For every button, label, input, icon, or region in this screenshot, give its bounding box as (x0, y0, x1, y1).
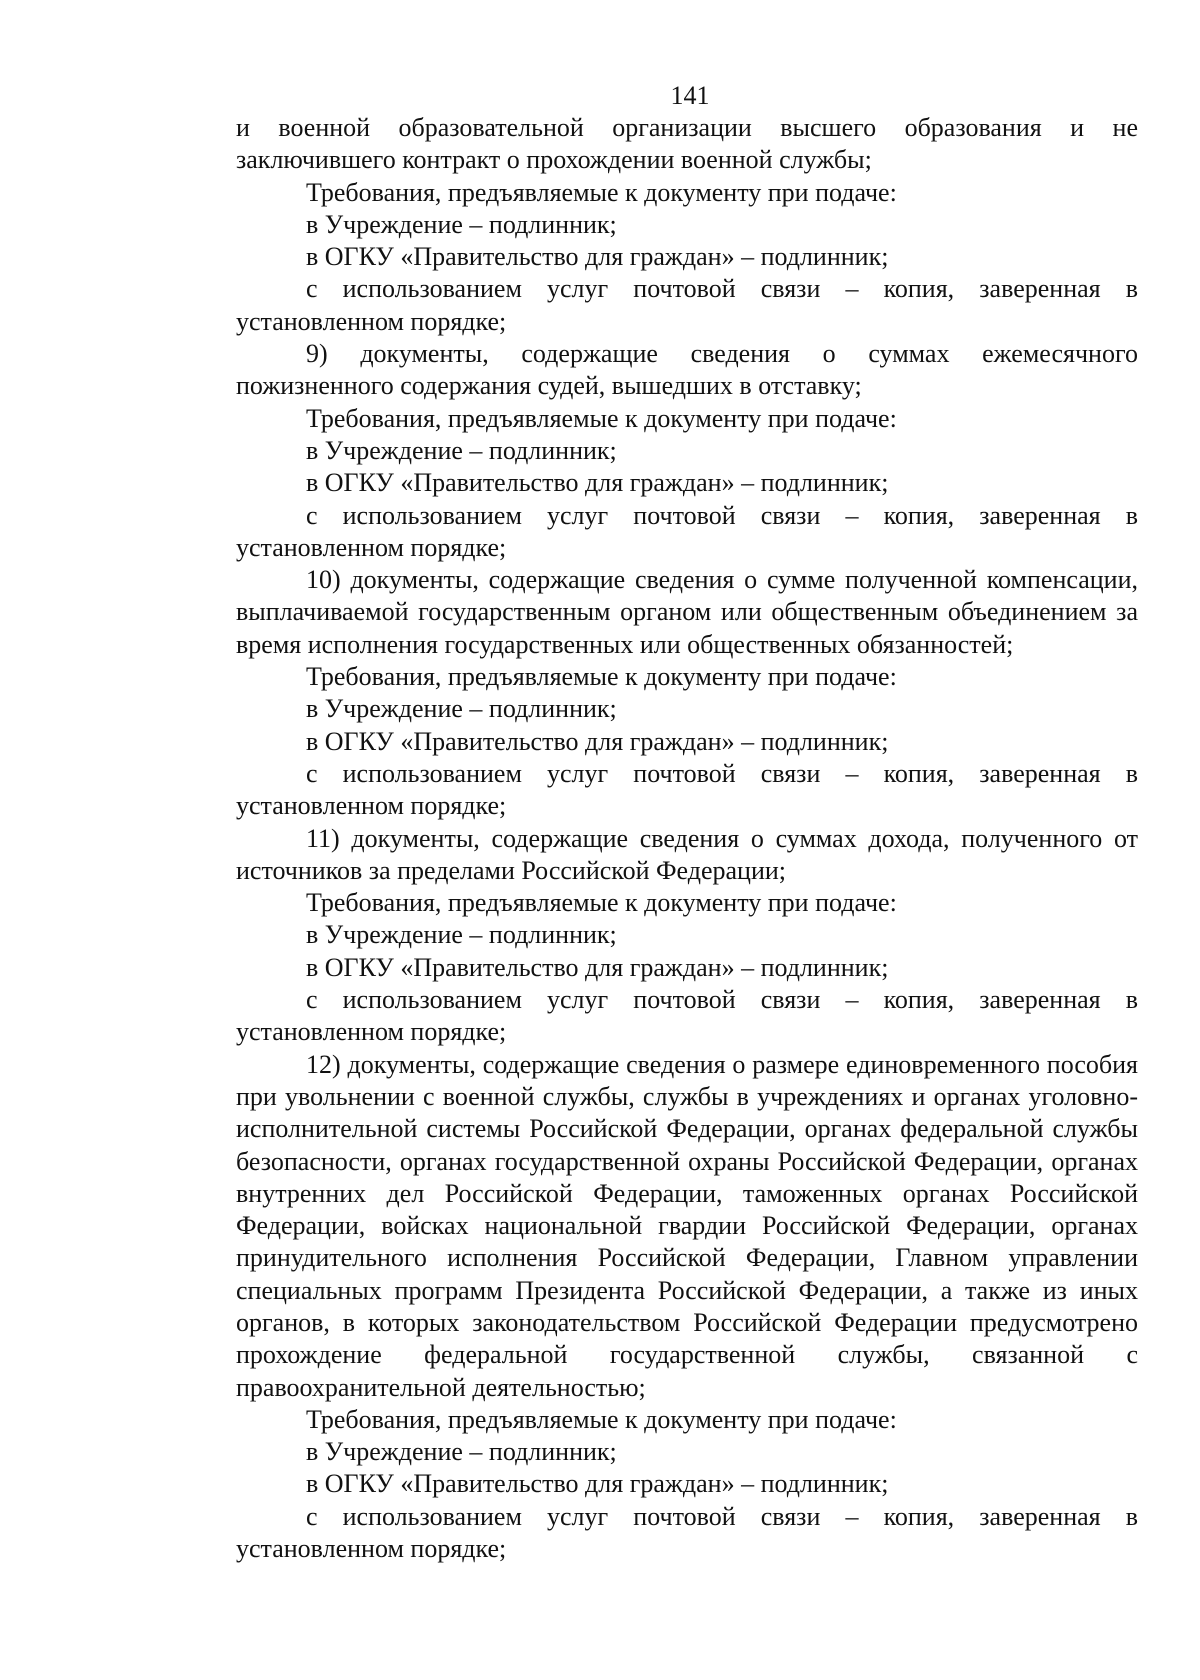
requirement-line: в ОГКУ «Правительство для граждан» – подлинник; (306, 242, 889, 272)
requirement-line: в ОГКУ «Правительство для граждан» – подлинник; (306, 1469, 889, 1499)
requirement-line: в ОГКУ «Правительство для граждан» – подлинник; (306, 468, 889, 498)
requirement-line: в ОГКУ «Правительство для граждан» – подлинник; (306, 726, 889, 756)
body-paragraph: 11) документы, содержащие сведения о суммах дохода, полученного от источников за пределами Российской Федерации; (236, 823, 1138, 885)
requirement-line: в ОГКУ «Правительство для граждан» – подлинник; (306, 952, 889, 982)
requirement-line: Требования, предъявляемые к документу при подаче: (306, 662, 897, 692)
requirement-line: в Учреждение – подлинник; (306, 920, 617, 950)
body-paragraph: и военной образовательной организации высшего образования и не заключившего контракт о прохождении военной службы; (236, 113, 1138, 175)
body-paragraph: с использованием услуг почтовой связи – копия, заверенная в установленном порядке; (236, 500, 1138, 562)
body-paragraph: с использованием услуг почтовой связи – копия, заверенная в установленном порядке; (236, 758, 1138, 821)
body-paragraph: 10) документы, содержащие сведения о сумме полученной компенсации, выплачиваемой государственным органом или общественным объединением за время исполнения государственных или общественных обязанностей; (236, 565, 1138, 659)
requirement-line: Требования, предъявляемые к документу при подаче: (306, 177, 897, 207)
document-body (236, 112, 1138, 1565)
requirement-line: Требования, предъявляемые к документу при подаче: (306, 403, 897, 433)
requirement-line: Требования, предъявляемые к документу при подаче: (306, 888, 897, 918)
body-paragraph: с использованием услуг почтовой связи – копия, заверенная в установленном порядке; (236, 1501, 1138, 1564)
requirement-line: Требования, предъявляемые к документу при подаче: (306, 1404, 897, 1434)
requirement-line: в Учреждение – подлинник; (306, 209, 617, 239)
body-paragraph: 12) документы, содержащие сведения о размере единовременного пособия при увольнении с военной службы, службы в учреждениях и органах уголовно-исполнительной системы Российской Федерации, органах федеральной службы безопасности, органах государственной охраны Российской Федерации, органах внутренних дел Российской Федерации, таможенных органах Российской Федерации, войсках национальной гвардии Российской Федерации, органах принудительного исполнения Российской Федерации, Главном управлении специальных программ Президента Российской Федерации, а также из иных органов, в которых законодательством Российской Федерации предусмотрено прохождение федеральной государственной службы, связанной с правоохранительной деятельностью; (236, 1049, 1138, 1402)
body-paragraph: 9) документы, содержащие сведения о суммах ежемесячного пожизненного содержания судей, вышедших в отставку; (236, 339, 1138, 401)
requirement-line: в Учреждение – подлинник; (306, 694, 617, 724)
requirement-line: в Учреждение – подлинник; (306, 435, 617, 465)
requirement-line: в Учреждение – подлинник; (306, 1437, 617, 1467)
body-paragraph: с использованием услуг почтовой связи – копия, заверенная в установленном порядке; (236, 274, 1138, 336)
page-number: 141 (670, 81, 710, 110)
body-paragraph: с использованием услуг почтовой связи – копия, заверенная в установленном порядке; (236, 985, 1138, 1047)
